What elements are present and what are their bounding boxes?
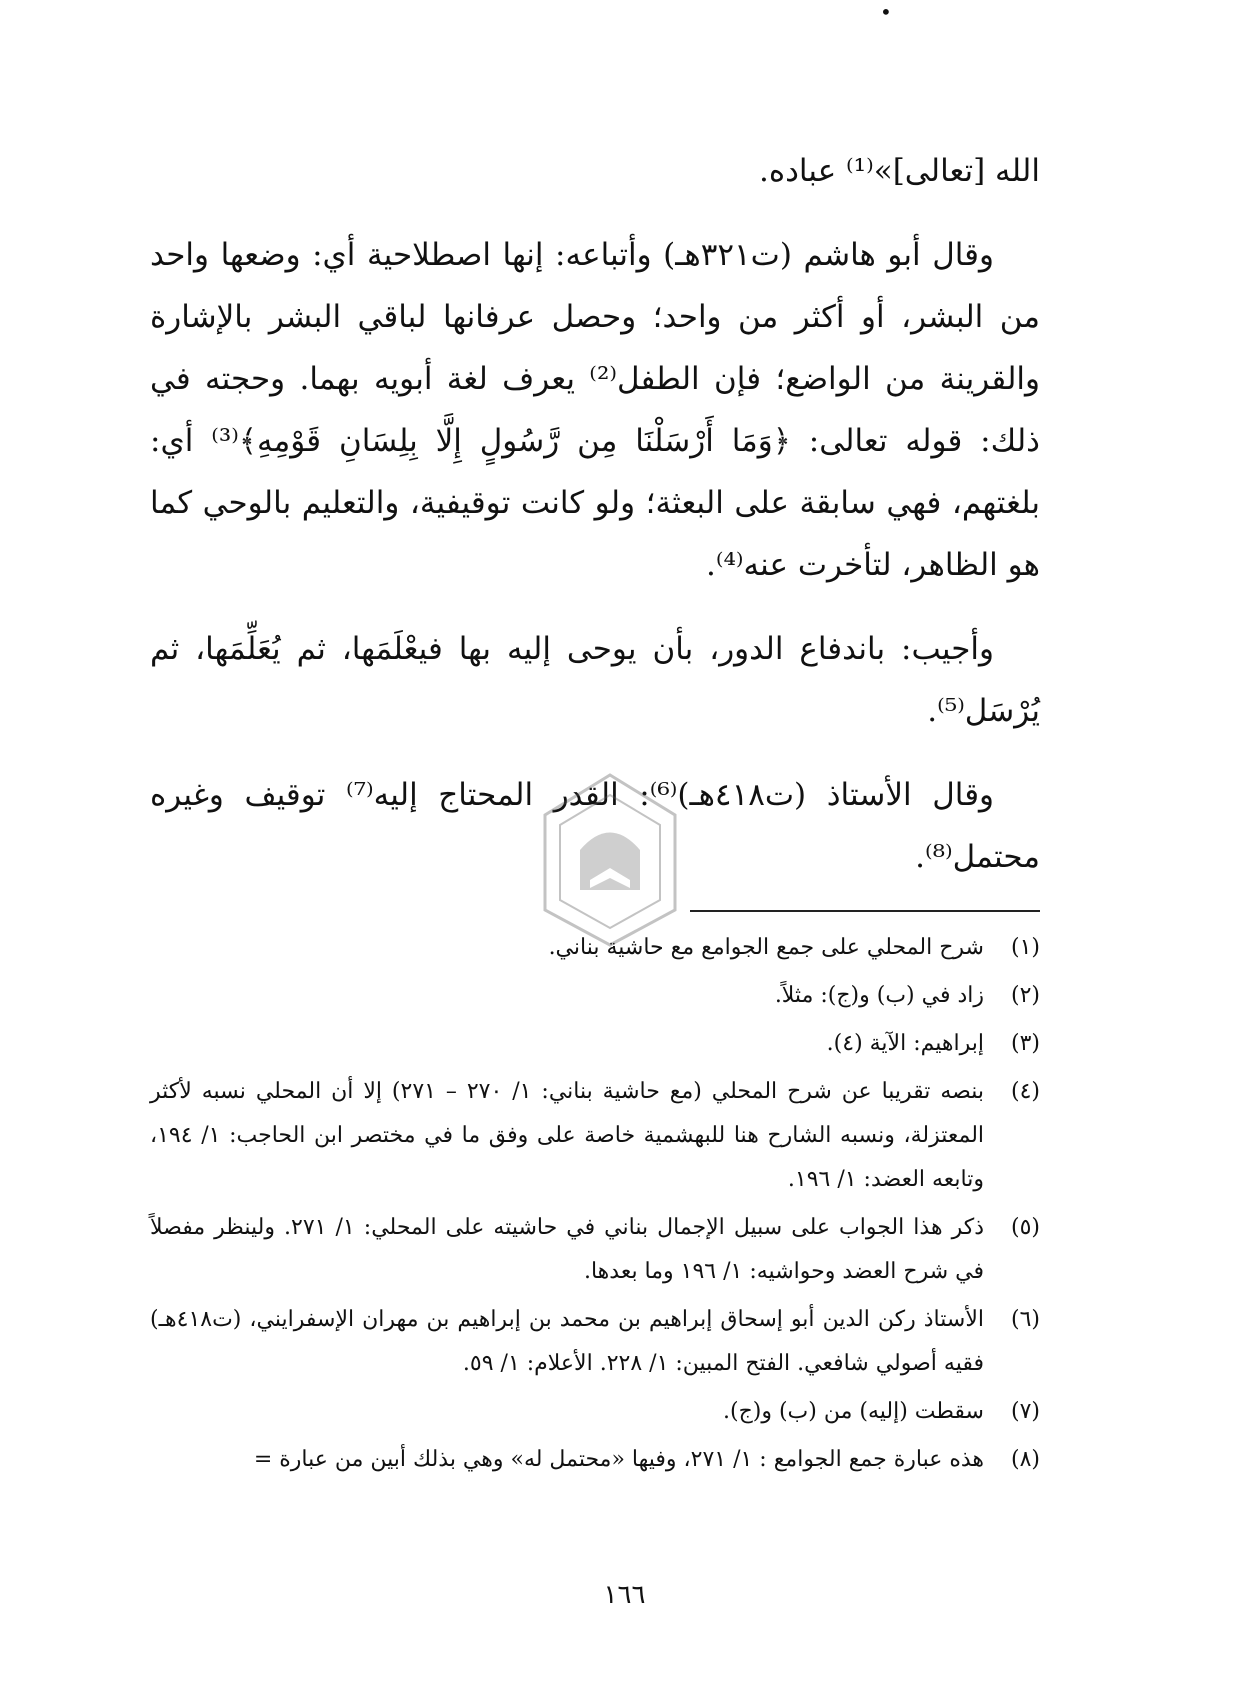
footnote-2: [150, 974, 1040, 1018]
paragraph-1: الله [تعالى]»⁽¹⁾ عباده.: [759, 153, 1040, 189]
footnote-text: ذكر هذا الجواب على سبيل الإجمال بناني في حاشيته على المحلي: ١/ ٢٧١. ولينظر مفصلاً في شرح العضد وحواشيه: ١/ ١٩٦ وما بعدها.: [150, 1215, 985, 1284]
footnote-4: [150, 1070, 1040, 1202]
footnote-3: [150, 1022, 1040, 1066]
footnotes: [150, 926, 1040, 1482]
footnote-text: هذه عبارة جمع الجوامع : ١/ ٢٧١، وفيها «محتمل له» وهي بذلك أبين من عبارة =: [253, 1447, 984, 1472]
footnote-text: بنصه تقريبا عن شرح المحلي (مع حاشية بناني: ١/ ٢٧٠ – ٢٧١) إلا أن المحلي نسبه لأكثر المعتزلة، ونسبه الشارح هنا للبهشمية خاصة على وفق ما في مختصر ابن الحاجب: ١/ ١٩٤، وتابعه العضد: ١/ ١٩٦.: [150, 1079, 985, 1192]
paragraph-4: وقال الأستاذ (ت٤١٨هـ)⁽⁶⁾: القدر المحتاج إليه⁽⁷⁾ توقيف وغيره محتمل⁽⁸⁾.: [150, 777, 1040, 875]
footnote-7: [150, 1390, 1040, 1434]
paragraph-3: وأجيب: باندفاع الدور، بأن يوحى إليه بها فيعْلَمَها، ثم يُعَلِّمَها، ثم يُرْسَل⁽⁵⁾.: [150, 631, 1040, 729]
footnote-number: (٥): [1010, 1215, 1040, 1240]
footnote-5: [150, 1206, 1040, 1294]
footnote-number: (١): [1010, 935, 1040, 960]
footnote-text: سقطت (إليه) من (ب) و(ج).: [723, 1399, 984, 1424]
footnote-number: (٧): [1010, 1399, 1040, 1424]
footnote-text: شرح المحلي على جمع الجوامع مع حاشية بناني.: [548, 935, 984, 960]
paragraph-2: وقال أبو هاشم (ت٣٢١هـ) وأتباعه: إنها اصطلاحية أي: وضعها واحد من البشر، أو أكثر من واحد؛ وحصل عرفانها لباقي البشر بالإشارة والقرينة من الواضع؛ فإن الطفل⁽²⁾ يعرف لغة أبويه بهما. وحجته في ذلك: قوله تعالى: ﴿وَمَا أَرْسَلْنَا مِن رَّسُولٍ إِلَّا بِلِسَانِ قَوْمِهِ﴾⁽³⁾ أي: بلغتهم، فهي سابقة على البعثة؛ ولو كانت توقيفية، والتعليم بالوحي كما هو الظاهر، لتأخرت عنه⁽⁴⁾.: [150, 237, 1041, 583]
footnote-number: (٣): [1010, 1031, 1040, 1056]
footnote-number: (٦): [1010, 1307, 1040, 1332]
footnote-number: (٢): [1010, 983, 1040, 1008]
top-mark: •: [880, 0, 892, 24]
footnote-number: (٨): [1010, 1447, 1040, 1472]
footnote-text: إبراهيم: الآية (٤).: [826, 1031, 984, 1056]
footnote-6: [150, 1298, 1040, 1386]
footnote-text: زاد في (ب) و(ج): مثلاً.: [774, 983, 984, 1008]
library-seal-watermark-icon: [535, 770, 685, 950]
footnote-separator: [690, 910, 1040, 912]
footnote-text: الأستاذ ركن الدين أبو إسحاق إبراهيم بن محمد بن إبراهيم بن مهران الإسفرايني، (ت٤١٨هـ) فقيه أصولي شافعي. الفتح المبين: ١/ ٢٢٨. الأعلام: ١/ ٥٩.: [150, 1307, 984, 1376]
footnote-number: (٤): [1010, 1079, 1040, 1104]
page-number: ١٦٦: [603, 1580, 646, 1610]
footnote-8: [150, 1438, 1040, 1482]
